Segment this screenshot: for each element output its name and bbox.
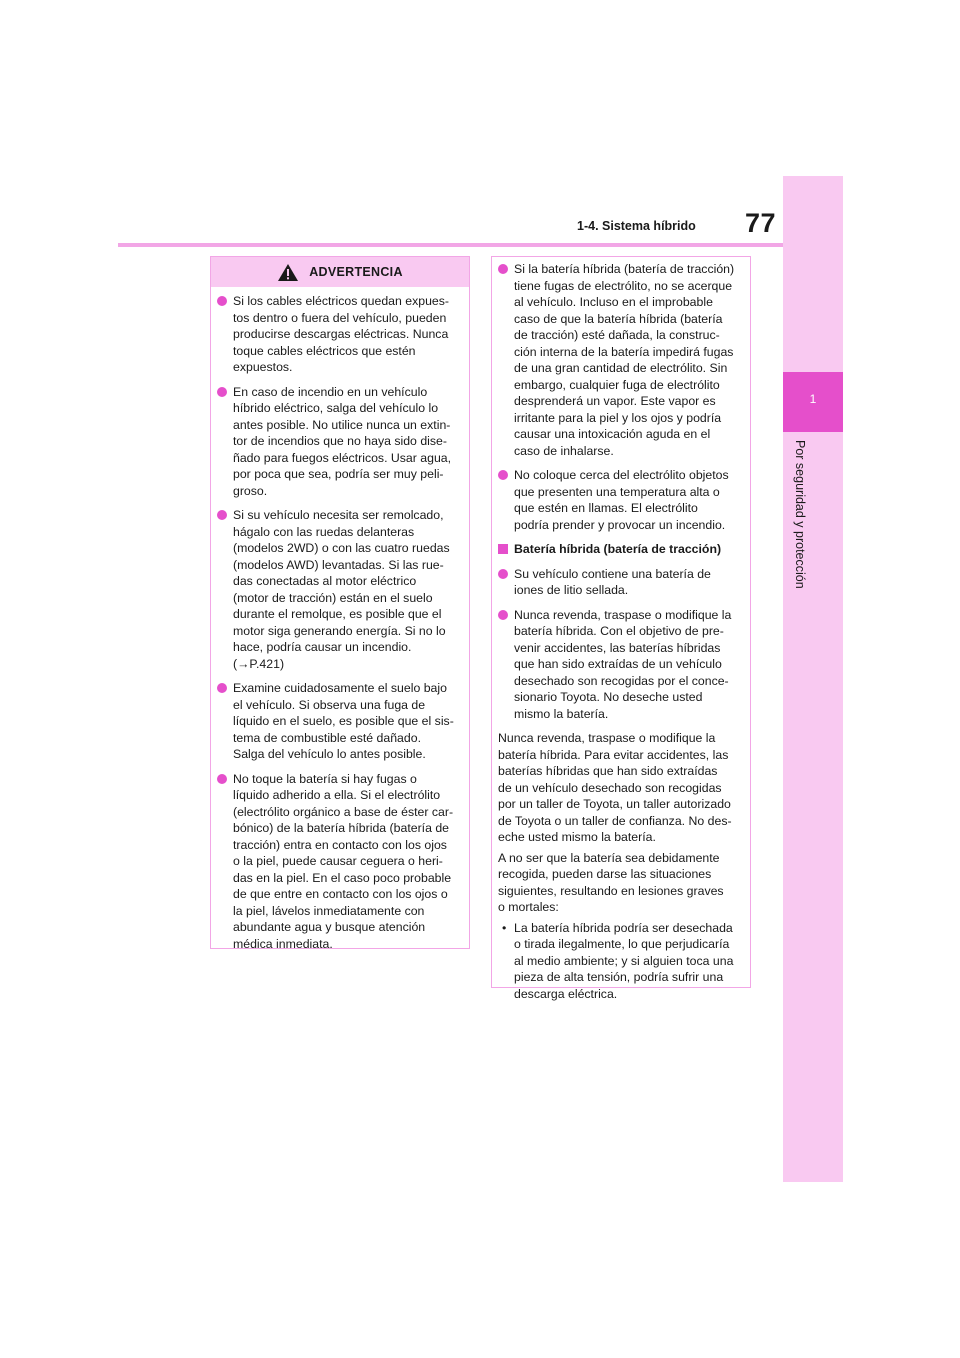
section-title: 1-4. Sistema híbrido [577, 219, 696, 233]
dot-list-item: • La batería híbrida podría ser desechada o tirada ilegalmente, lo que perjudicaría al medio ambiente; y si alguien toca una pieza de alta tensión, podría sufrir una descarga eléctrica. [498, 920, 740, 1003]
subheading: Batería híbrida (batería de tracción) [498, 541, 740, 558]
bullet-icon [498, 470, 508, 480]
paragraph: A no ser que la batería sea debidamente recogida, pueden darse las situaciones siguientes, resultando en lesiones graves o mortales: [498, 850, 724, 914]
chapter-number: 1 [809, 392, 817, 406]
page-number: 77 [745, 208, 777, 238]
bullet-icon [217, 510, 227, 520]
warning-header [211, 257, 469, 287]
list-item: En caso de incendio en un vehículo híbrido eléctrico, salga del vehículo lo antes posible. No utilice nunca un extin- tor de incendios que no haya sido dise- ñado para fuegos eléctricos. Usar agua, por poca que sea, podría ser muy peli- groso. [217, 384, 459, 500]
bullet-icon [217, 296, 227, 306]
dot-bullet-icon: • [502, 920, 507, 935]
list-item: Si su vehículo necesita ser remolcado, hágalo con las ruedas delanteras (modelos 2WD) o con las cuatro ruedas (modelos AWD) levantadas. Si las rue- das conectadas al motor eléctrico (motor de tracción) están en el suelo durante el remolque, es posible que el motor siga generando energía. Si no lo hace, podría causar un incendio. (→P.421) [217, 507, 459, 672]
list-item: Si los cables eléctricos quedan expues- tos dentro o fuera del vehículo, pueden producirse descargas eléctricas. Nunca toque cables eléctricos que estén expuestos. [217, 293, 459, 376]
list-item: No toque la batería si hay fugas o líquido adherido a ella. Si el electrólito (electrólito orgánico a base de éster car- bónico) de la batería híbrida (batería de tracción) entra en contacto con los ojos o la piel, puede causar ceguera o heri- das en la piel. En el caso poco probable de que entre en contacto con los ojos o la piel, lávelos inmediatamente con abundante agua y busque atención médica inmediata. [217, 771, 459, 953]
bullet-icon [217, 683, 227, 693]
square-bullet-icon [498, 544, 508, 554]
list-item: No coloque cerca del electrólito objetos que presenten una temperatura alta o que estén en llamas. El electrólito podría prender y provocar un incendio. [498, 467, 740, 533]
chapter-label: Por seguridad y protección [793, 440, 807, 589]
bullet-icon [498, 569, 508, 579]
info-box [491, 256, 751, 1001]
warning-triangle-icon [277, 263, 299, 282]
bullet-icon [498, 610, 508, 620]
bullet-icon [217, 387, 227, 397]
list-item: Si la batería híbrida (batería de tracción) tiene fugas de electrólito, no se acerque al vehículo. Incluso en el improbable caso de que la batería híbrida (batería de tracción) esté dañada, la construc- ción interna de la batería impedirá fugas de una gran cantidad de electrólito. Sin embargo, cualquier fuga de electrólito desprenderá un vapor. Este vapor es irritante para la piel y los ojos y podría causar una intoxicación aguda en el caso de inhalarse. [498, 261, 740, 459]
list-item: Nunca revenda, traspase o modifique la batería híbrida. Con el objetivo de pre- venir accidentes, las baterías híbridas que han sido extraídas de un vehículo desechado son recogidas por el conce- sionario Toyota. No deseche usted mismo la batería. [498, 607, 740, 723]
list-item: Su vehículo contiene una batería de iones de litio sellada. [498, 566, 740, 599]
bullet-icon [217, 774, 227, 784]
paragraph: Nunca revenda, traspase o modifique la batería híbrida. Para evitar accidentes, las baterías híbridas que han sido extraídas de un vehículo desechado son recogidas por un taller de Toyota, un taller autorizado de Toyota o un taller de confianza. No des- eche usted mismo la batería. [498, 731, 732, 844]
header-divider [118, 243, 783, 247]
warning-box [210, 256, 470, 949]
warning-title: ADVERTENCIA [309, 264, 403, 279]
list-item: Examine cuidadosamente el suelo bajo el vehículo. Si observa una fuga de líquido en el suelo, es posible que el sis- tema de combustible esté dañado. Salga del vehículo lo antes posible. [217, 680, 459, 763]
bullet-icon [498, 264, 508, 274]
